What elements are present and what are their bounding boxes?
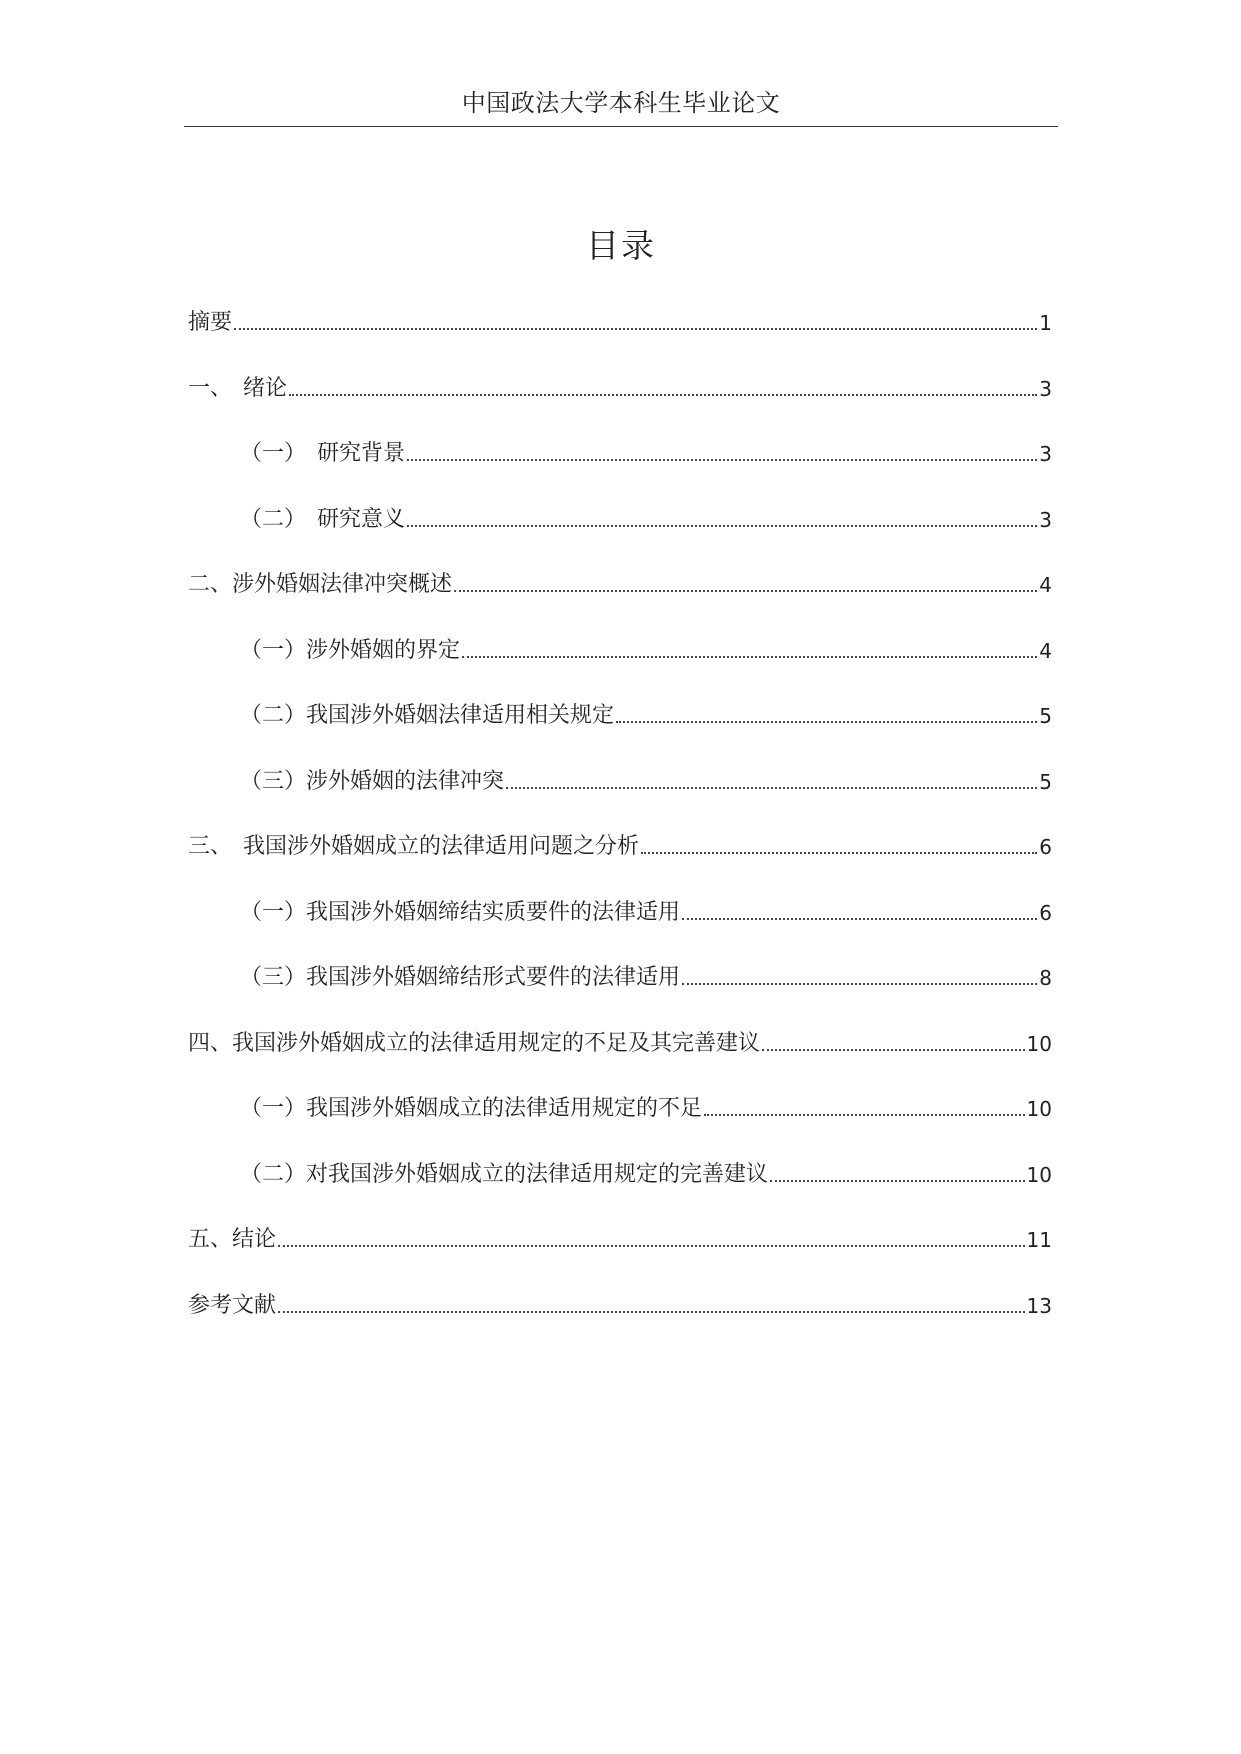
toc-entry-page-number: 4 [1039, 573, 1052, 597]
toc-entry[interactable] [188, 699, 1052, 765]
toc-entry-page-number: 10 [1026, 1097, 1052, 1121]
dot-leader [704, 1092, 1025, 1116]
dot-leader [770, 1158, 1025, 1182]
toc-entry[interactable] [188, 1158, 1052, 1224]
toc-title: 目录 [586, 226, 656, 265]
toc-entry-page-number: 6 [1039, 835, 1052, 859]
toc-entry[interactable] [188, 634, 1052, 700]
toc-entry[interactable] [188, 1223, 1052, 1289]
header-rule [184, 126, 1058, 127]
toc-entry[interactable] [188, 1027, 1052, 1093]
toc-entry[interactable] [188, 896, 1052, 962]
toc-entry-page-number: 4 [1039, 638, 1052, 663]
toc-entry[interactable] [188, 306, 1052, 372]
toc-entry-text: 二、涉外婚姻法律冲突概述 [188, 572, 453, 597]
toc-entry-text: 五、结论 [188, 1227, 277, 1252]
dot-leader [278, 1223, 1025, 1247]
toc-entry-page-number: 13 [1026, 1293, 1052, 1318]
toc-entry[interactable] [188, 503, 1052, 569]
toc-entry-text: 参考文献 [188, 1292, 277, 1318]
dot-leader [234, 306, 1037, 330]
toc-entry-page-number: 11 [1026, 1228, 1052, 1252]
toc-entry[interactable] [188, 1289, 1052, 1355]
toc-entry-page-number: 5 [1039, 704, 1052, 728]
dot-leader [506, 765, 1037, 789]
toc-entry-text: 摘要 [188, 310, 233, 335]
toc-entry-page-number: 3 [1039, 442, 1052, 466]
toc-entry-text: （三）涉外婚姻的法律冲突 [240, 768, 505, 794]
toc-entry[interactable] [188, 765, 1052, 831]
toc-entry[interactable] [188, 568, 1052, 634]
toc-entry-page-number: 3 [1039, 507, 1052, 532]
toc-entry[interactable] [188, 961, 1052, 1027]
page-header: 中国政法大学本科生毕业论文 [461, 89, 781, 117]
toc-entry-text: （三）我国涉外婚姻缔结形式要件的法律适用 [240, 965, 681, 990]
dot-leader [762, 1027, 1025, 1051]
table-of-contents [188, 306, 1052, 1354]
toc-entry-page-number: 10 [1026, 1162, 1052, 1187]
toc-entry-text: （一）我国涉外婚姻缔结实质要件的法律适用 [240, 899, 681, 925]
toc-entry-page-number: 3 [1039, 376, 1052, 401]
toc-entry-text: 三、 我国涉外婚姻成立的法律适用问题之分析 [188, 834, 640, 859]
toc-entry[interactable] [188, 372, 1052, 438]
toc-entry[interactable] [188, 1092, 1052, 1158]
toc-entry-text: 四、我国涉外婚姻成立的法律适用规定的不足及其完善建议 [188, 1030, 761, 1056]
dot-leader [682, 896, 1037, 920]
toc-entry-text: 一、 绪论 [188, 375, 288, 401]
toc-entry-text: （一）涉外婚姻的界定 [240, 637, 461, 663]
toc-entry[interactable] [188, 437, 1052, 503]
dot-leader [407, 503, 1037, 527]
dot-leader [278, 1289, 1025, 1313]
toc-entry-text: （一）我国涉外婚姻成立的法律适用规定的不足 [240, 1096, 703, 1121]
toc-entry-text: （二）我国涉外婚姻法律适用相关规定 [240, 703, 615, 728]
toc-entry-page-number: 1 [1039, 311, 1052, 335]
toc-entry-text: （二）对我国涉外婚姻成立的法律适用规定的完善建议 [240, 1161, 769, 1187]
dot-leader [682, 961, 1037, 985]
dot-leader [454, 568, 1037, 592]
toc-entry-text: （一） 研究背景 [240, 441, 406, 466]
toc-entry-page-number: 8 [1039, 966, 1052, 990]
dot-leader [462, 634, 1037, 658]
toc-entry-page-number: 5 [1039, 769, 1052, 794]
dot-leader [407, 437, 1037, 461]
dot-leader [641, 830, 1037, 854]
dot-leader [616, 699, 1037, 723]
toc-entry-text: （二） 研究意义 [240, 506, 406, 532]
toc-entry-page-number: 6 [1039, 900, 1052, 925]
toc-entry-page-number: 10 [1026, 1031, 1052, 1056]
toc-entry[interactable] [188, 830, 1052, 896]
dot-leader [289, 372, 1037, 396]
